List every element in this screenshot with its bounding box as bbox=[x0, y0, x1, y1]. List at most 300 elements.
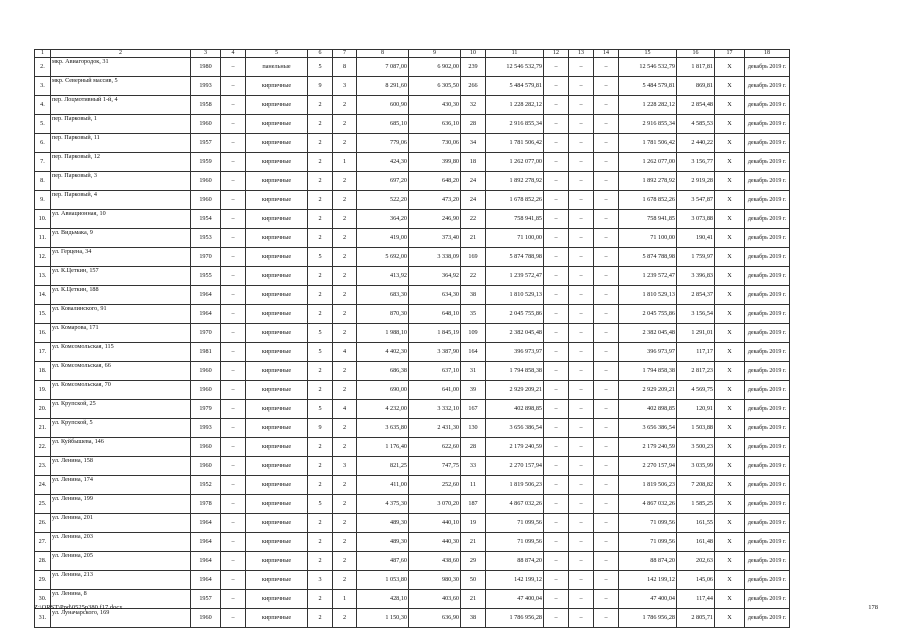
table-cell: 419,00 bbox=[357, 229, 409, 248]
table-cell: – bbox=[221, 533, 246, 552]
table-cell: пер. Парковый, 12 bbox=[51, 153, 191, 172]
table-cell: 47 400,04 bbox=[486, 590, 544, 609]
table-cell: 636,10 bbox=[409, 115, 461, 134]
table-row bbox=[35, 400, 790, 419]
table-cell: 4 402,30 bbox=[357, 343, 409, 362]
table-cell: – bbox=[569, 552, 594, 571]
table-row bbox=[35, 305, 790, 324]
table-cell: 641,00 bbox=[409, 381, 461, 400]
table-cell: 373,40 bbox=[409, 229, 461, 248]
table-cell: 683,30 bbox=[357, 286, 409, 305]
table-cell: 758 941,85 bbox=[486, 210, 544, 229]
table-cell: 980,30 bbox=[409, 571, 461, 590]
table-cell: 2 bbox=[333, 191, 357, 210]
table-cell: 34 bbox=[461, 134, 486, 153]
table-cell: Х bbox=[715, 438, 745, 457]
table-cell: – bbox=[221, 400, 246, 419]
table-cell: 3 bbox=[333, 77, 357, 96]
table-cell: 399,80 bbox=[409, 153, 461, 172]
table-cell: – bbox=[544, 210, 569, 229]
table-cell: 1 845,19 bbox=[409, 324, 461, 343]
table-cell: – bbox=[594, 533, 619, 552]
table-cell: 190,41 bbox=[677, 229, 715, 248]
table-cell: 5 bbox=[308, 495, 333, 514]
table-cell: – bbox=[569, 286, 594, 305]
table-cell: 5 874 788,98 bbox=[486, 248, 544, 267]
table-cell: 2 431,30 bbox=[409, 419, 461, 438]
table-cell: – bbox=[544, 609, 569, 628]
table-cell: – bbox=[594, 552, 619, 571]
table-cell: – bbox=[221, 58, 246, 77]
table-row bbox=[35, 191, 790, 210]
table-cell: 21 bbox=[461, 590, 486, 609]
table-cell: 1 bbox=[333, 153, 357, 172]
table-cell: 2 bbox=[333, 267, 357, 286]
table-cell: 3 635,80 bbox=[357, 419, 409, 438]
table-cell: 1970 bbox=[191, 248, 221, 267]
table-cell: 821,25 bbox=[357, 457, 409, 476]
table-row bbox=[35, 229, 790, 248]
table-cell: 1 786 956,28 bbox=[486, 609, 544, 628]
table-cell: 5 692,00 bbox=[357, 248, 409, 267]
table-cell: – bbox=[221, 571, 246, 590]
table-cell: 364,92 bbox=[409, 267, 461, 286]
table-cell: 2 bbox=[333, 248, 357, 267]
table-cell: кирпичные bbox=[246, 609, 308, 628]
table-cell: 142 199,12 bbox=[486, 571, 544, 590]
table-cell: – bbox=[569, 381, 594, 400]
table-cell: декабрь 2019 г. bbox=[745, 514, 790, 533]
table-cell: 2 382 045,48 bbox=[486, 324, 544, 343]
table-cell: – bbox=[569, 267, 594, 286]
column-number-cell: 9 bbox=[409, 50, 461, 58]
table-cell: декабрь 2019 г. bbox=[745, 381, 790, 400]
table-cell: – bbox=[221, 172, 246, 191]
table-cell: 20. bbox=[35, 400, 51, 419]
table-cell: 3 156,77 bbox=[677, 153, 715, 172]
table-cell: 430,30 bbox=[409, 96, 461, 115]
table-cell: 2 bbox=[308, 438, 333, 457]
table-cell: 71 099,56 bbox=[619, 514, 677, 533]
table-cell: ул. Герцена, 34 bbox=[51, 248, 191, 267]
table-cell: – bbox=[594, 191, 619, 210]
table-cell: – bbox=[544, 134, 569, 153]
table-cell: – bbox=[544, 438, 569, 457]
table-cell: 28 bbox=[461, 115, 486, 134]
table-cell: 1 781 506,42 bbox=[619, 134, 677, 153]
table-cell: 4 569,75 bbox=[677, 381, 715, 400]
table-cell: 3 bbox=[308, 571, 333, 590]
table-cell: 2 805,71 bbox=[677, 609, 715, 628]
table-cell: ул. К.Цеткин, 188 bbox=[51, 286, 191, 305]
table-cell: декабрь 2019 г. bbox=[745, 457, 790, 476]
table-cell: 1960 bbox=[191, 438, 221, 457]
table-cell: ул. Комарова, 171 bbox=[51, 324, 191, 343]
table-cell: – bbox=[221, 476, 246, 495]
table-cell: Х bbox=[715, 267, 745, 286]
table-cell: кирпичные bbox=[246, 305, 308, 324]
table-cell: декабрь 2019 г. bbox=[745, 552, 790, 571]
table-cell: кирпичные bbox=[246, 324, 308, 343]
table-cell: 30. bbox=[35, 590, 51, 609]
table-cell: 2 bbox=[333, 134, 357, 153]
table-cell: 1953 bbox=[191, 229, 221, 248]
table-cell: 1960 bbox=[191, 381, 221, 400]
table-cell: 2 bbox=[308, 229, 333, 248]
table-cell: кирпичные bbox=[246, 210, 308, 229]
table-cell: декабрь 2019 г. bbox=[745, 191, 790, 210]
table-cell: 2 bbox=[333, 305, 357, 324]
table-cell: 3 156,54 bbox=[677, 305, 715, 324]
table-row bbox=[35, 552, 790, 571]
table-cell: кирпичные bbox=[246, 533, 308, 552]
table-cell: – bbox=[594, 267, 619, 286]
table-cell: – bbox=[594, 343, 619, 362]
table-cell: – bbox=[569, 115, 594, 134]
table-cell: 1 150,30 bbox=[357, 609, 409, 628]
table-row bbox=[35, 533, 790, 552]
table-cell: 413,92 bbox=[357, 267, 409, 286]
table-cell: 2 bbox=[308, 476, 333, 495]
table-cell: 2 817,23 bbox=[677, 362, 715, 381]
table-cell: декабрь 2019 г. bbox=[745, 419, 790, 438]
table-cell: декабрь 2019 г. bbox=[745, 248, 790, 267]
table-cell: 1 262 077,00 bbox=[486, 153, 544, 172]
table-cell: 7 087,00 bbox=[357, 58, 409, 77]
table-cell: 24 bbox=[461, 172, 486, 191]
table-cell: – bbox=[569, 457, 594, 476]
table-cell: ул. Крупской, 5 bbox=[51, 419, 191, 438]
table-cell: – bbox=[544, 400, 569, 419]
table-cell: 12 546 532,79 bbox=[486, 58, 544, 77]
table-cell: 5 bbox=[308, 58, 333, 77]
table-cell: – bbox=[594, 210, 619, 229]
table-cell: кирпичные bbox=[246, 267, 308, 286]
table-cell: декабрь 2019 г. bbox=[745, 305, 790, 324]
table-cell: 730,06 bbox=[409, 134, 461, 153]
table-cell: 1 228 282,12 bbox=[486, 96, 544, 115]
table-cell: 1979 bbox=[191, 400, 221, 419]
table-cell: Х bbox=[715, 590, 745, 609]
table-cell: 2 045 755,86 bbox=[486, 305, 544, 324]
table-cell: Х bbox=[715, 248, 745, 267]
table-cell: – bbox=[544, 495, 569, 514]
table-cell: декабрь 2019 г. bbox=[745, 229, 790, 248]
column-number-cell: 5 bbox=[246, 50, 308, 58]
table-cell: 2 bbox=[333, 362, 357, 381]
table-cell: 15. bbox=[35, 305, 51, 324]
table-cell: 130 bbox=[461, 419, 486, 438]
table-cell: 1 892 278,92 bbox=[486, 172, 544, 191]
table-cell: 1964 bbox=[191, 286, 221, 305]
table-cell: кирпичные bbox=[246, 552, 308, 571]
table-cell: – bbox=[569, 400, 594, 419]
table-cell: 2 bbox=[308, 514, 333, 533]
table-cell: 2 bbox=[308, 172, 333, 191]
table-cell: 1958 bbox=[191, 96, 221, 115]
table-cell: – bbox=[594, 438, 619, 457]
table-cell: 2 bbox=[333, 514, 357, 533]
table-cell: – bbox=[594, 96, 619, 115]
column-number-cell: 6 bbox=[308, 50, 333, 58]
table-cell: 489,30 bbox=[357, 533, 409, 552]
table-cell: 4. bbox=[35, 96, 51, 115]
table-cell: 1 786 956,28 bbox=[619, 609, 677, 628]
table-cell: – bbox=[221, 590, 246, 609]
table-cell: Х bbox=[715, 96, 745, 115]
table-cell: 5 484 579,81 bbox=[486, 77, 544, 96]
table-cell: 686,38 bbox=[357, 362, 409, 381]
table-cell: 648,10 bbox=[409, 305, 461, 324]
table-cell: кирпичные bbox=[246, 514, 308, 533]
table-cell: 2 bbox=[308, 286, 333, 305]
table-cell: 31. bbox=[35, 609, 51, 628]
table-row bbox=[35, 476, 790, 495]
table-cell: 4 bbox=[333, 400, 357, 419]
table-cell: 5 874 788,98 bbox=[619, 248, 677, 267]
table-cell: – bbox=[569, 229, 594, 248]
table-cell: 50 bbox=[461, 571, 486, 590]
table-cell: 21 bbox=[461, 229, 486, 248]
table-cell: 2 854,37 bbox=[677, 286, 715, 305]
table-cell: – bbox=[569, 324, 594, 343]
table-cell: ул. Луначарского, 169 bbox=[51, 609, 191, 628]
table-cell: 2 bbox=[308, 552, 333, 571]
table-cell: кирпичные bbox=[246, 115, 308, 134]
table-cell: 1960 bbox=[191, 115, 221, 134]
table-cell: 9 bbox=[308, 419, 333, 438]
table-cell: – bbox=[594, 609, 619, 628]
table-cell: 5 bbox=[308, 343, 333, 362]
table-cell: 2 929 209,21 bbox=[619, 381, 677, 400]
table-cell: 3 656 386,54 bbox=[619, 419, 677, 438]
table-cell: 12. bbox=[35, 248, 51, 267]
table-cell: 1993 bbox=[191, 419, 221, 438]
table-cell: Х bbox=[715, 533, 745, 552]
table-cell: 364,20 bbox=[357, 210, 409, 229]
table-cell: кирпичные bbox=[246, 438, 308, 457]
table-cell: Х bbox=[715, 191, 745, 210]
table-cell: 39 bbox=[461, 381, 486, 400]
table-cell: 8 291,60 bbox=[357, 77, 409, 96]
table-cell: 1 291,01 bbox=[677, 324, 715, 343]
table-cell: 402 898,85 bbox=[619, 400, 677, 419]
table-cell: 2 916 855,34 bbox=[619, 115, 677, 134]
table-cell: 2 bbox=[333, 419, 357, 438]
table-cell: 5 bbox=[308, 324, 333, 343]
table-cell: 2 bbox=[333, 438, 357, 457]
table-cell: 1960 bbox=[191, 191, 221, 210]
table-cell: 71 099,56 bbox=[486, 533, 544, 552]
table-cell: кирпичные bbox=[246, 400, 308, 419]
table-cell: 10. bbox=[35, 210, 51, 229]
table-cell: 396 973,97 bbox=[619, 343, 677, 362]
table-cell: декабрь 2019 г. bbox=[745, 77, 790, 96]
table-cell: 202,63 bbox=[677, 552, 715, 571]
table-cell: 32 bbox=[461, 96, 486, 115]
table-cell: 29. bbox=[35, 571, 51, 590]
table-cell: 31 bbox=[461, 362, 486, 381]
table-cell: 3 332,10 bbox=[409, 400, 461, 419]
table-cell: – bbox=[544, 172, 569, 191]
table-cell: ул. Видьмака, 9 bbox=[51, 229, 191, 248]
table-cell: Х bbox=[715, 495, 745, 514]
table-cell: 1 781 506,42 bbox=[486, 134, 544, 153]
table-cell: 2 bbox=[333, 210, 357, 229]
table-cell: 5. bbox=[35, 115, 51, 134]
table-row bbox=[35, 343, 790, 362]
table-cell: ул. Ленина, 213 bbox=[51, 571, 191, 590]
table-cell: – bbox=[221, 134, 246, 153]
table-cell: 6 902,00 bbox=[409, 58, 461, 77]
table-cell: кирпичные bbox=[246, 476, 308, 495]
footer-file-path: Z:\ORST\Ppd\0525p380.f17.docx bbox=[34, 604, 123, 611]
table-cell: 2 854,48 bbox=[677, 96, 715, 115]
table-cell: ул. Комсомольская, 70 bbox=[51, 381, 191, 400]
table-cell: 71 099,56 bbox=[486, 514, 544, 533]
table-cell: – bbox=[221, 248, 246, 267]
table-cell: Х bbox=[715, 571, 745, 590]
table-row bbox=[35, 115, 790, 134]
table-cell: 648,20 bbox=[409, 172, 461, 191]
table-cell: ул. Ленина, 174 bbox=[51, 476, 191, 495]
table-cell: 142 199,12 bbox=[619, 571, 677, 590]
table-cell: декабрь 2019 г. bbox=[745, 533, 790, 552]
table-cell: 18 bbox=[461, 153, 486, 172]
table-cell: декабрь 2019 г. bbox=[745, 590, 790, 609]
table-cell: 7. bbox=[35, 153, 51, 172]
table-cell: декабрь 2019 г. bbox=[745, 96, 790, 115]
table-cell: – bbox=[569, 571, 594, 590]
housing-register-table bbox=[34, 49, 790, 628]
table-cell: 1 053,80 bbox=[357, 571, 409, 590]
table-cell: 252,60 bbox=[409, 476, 461, 495]
table-cell: 117,44 bbox=[677, 590, 715, 609]
table-cell: – bbox=[544, 514, 569, 533]
table-cell: – bbox=[221, 495, 246, 514]
table-cell: 1960 bbox=[191, 457, 221, 476]
table-cell: 22. bbox=[35, 438, 51, 457]
column-number-cell: 18 bbox=[745, 50, 790, 58]
table-cell: – bbox=[221, 362, 246, 381]
table-cell: 35 bbox=[461, 305, 486, 324]
table-cell: 2 bbox=[333, 286, 357, 305]
table-cell: 1 585,25 bbox=[677, 495, 715, 514]
column-number-cell: 13 bbox=[569, 50, 594, 58]
table-cell: – bbox=[221, 457, 246, 476]
table-cell: Х bbox=[715, 343, 745, 362]
column-number-cell: 11 bbox=[486, 50, 544, 58]
table-cell: 187 bbox=[461, 495, 486, 514]
table-cell: 2 bbox=[333, 381, 357, 400]
table-cell: 117,17 bbox=[677, 343, 715, 362]
table-cell: ул. К.Цеткин, 157 bbox=[51, 267, 191, 286]
table-cell: 2 440,22 bbox=[677, 134, 715, 153]
table-cell: 487,60 bbox=[357, 552, 409, 571]
table-cell: – bbox=[544, 153, 569, 172]
table-cell: 8. bbox=[35, 172, 51, 191]
table-cell: 3 396,83 bbox=[677, 267, 715, 286]
table-cell: мкр. Авиагородок, 31 bbox=[51, 58, 191, 77]
table-row bbox=[35, 96, 790, 115]
table-cell: – bbox=[221, 229, 246, 248]
table-cell: – bbox=[569, 495, 594, 514]
table-cell: кирпичные bbox=[246, 362, 308, 381]
table-cell: 6 305,50 bbox=[409, 77, 461, 96]
table-cell: – bbox=[569, 419, 594, 438]
table-cell: Х bbox=[715, 305, 745, 324]
table-cell: – bbox=[594, 381, 619, 400]
table-cell: 5 484 579,81 bbox=[619, 77, 677, 96]
table-cell: 489,30 bbox=[357, 514, 409, 533]
table-cell: 71 100,00 bbox=[619, 229, 677, 248]
table-cell: 11. bbox=[35, 229, 51, 248]
table-cell: 2 bbox=[333, 229, 357, 248]
table-cell: 4 bbox=[333, 343, 357, 362]
table-cell: 88 874,20 bbox=[486, 552, 544, 571]
table-cell: – bbox=[569, 77, 594, 96]
table-cell: – bbox=[569, 191, 594, 210]
table-cell: 16. bbox=[35, 324, 51, 343]
table-cell: 1 817,81 bbox=[677, 58, 715, 77]
table-cell: декабрь 2019 г. bbox=[745, 495, 790, 514]
column-number-row bbox=[35, 50, 790, 58]
table-cell: 1 810 529,13 bbox=[619, 286, 677, 305]
table-cell: 2 bbox=[333, 533, 357, 552]
table-cell: – bbox=[569, 305, 594, 324]
table-cell: – bbox=[594, 153, 619, 172]
table-cell: 1960 bbox=[191, 609, 221, 628]
table-cell: – bbox=[569, 343, 594, 362]
table-cell: 1959 bbox=[191, 153, 221, 172]
table-cell: 24. bbox=[35, 476, 51, 495]
table-cell: кирпичные bbox=[246, 286, 308, 305]
table-cell: декабрь 2019 г. bbox=[745, 115, 790, 134]
table-cell: пер. Парковый, 1 bbox=[51, 115, 191, 134]
table-cell: 402 898,85 bbox=[486, 400, 544, 419]
table-cell: 239 bbox=[461, 58, 486, 77]
table-cell: Х bbox=[715, 229, 745, 248]
table-cell: 522,20 bbox=[357, 191, 409, 210]
table-cell: 2 bbox=[333, 552, 357, 571]
table-row bbox=[35, 457, 790, 476]
table-cell: – bbox=[569, 134, 594, 153]
table-cell: – bbox=[594, 115, 619, 134]
table-cell: кирпичные bbox=[246, 77, 308, 96]
table-cell: 2 bbox=[333, 476, 357, 495]
table-cell: декабрь 2019 г. bbox=[745, 267, 790, 286]
table-cell: – bbox=[544, 381, 569, 400]
table-cell: 3. bbox=[35, 77, 51, 96]
table-cell: пер. Лоцмотивный 1-й, 4 bbox=[51, 96, 191, 115]
table-cell: 2 bbox=[308, 590, 333, 609]
table-cell: Х bbox=[715, 362, 745, 381]
table-cell: 1 819 506,23 bbox=[619, 476, 677, 495]
table-body bbox=[35, 50, 790, 628]
table-cell: пер. Парковый, 11 bbox=[51, 134, 191, 153]
table-cell: декабрь 2019 г. bbox=[745, 400, 790, 419]
table-cell: – bbox=[594, 571, 619, 590]
table-cell: 161,48 bbox=[677, 533, 715, 552]
table-cell: – bbox=[594, 476, 619, 495]
table-cell: 1960 bbox=[191, 172, 221, 191]
table-cell: 11 bbox=[461, 476, 486, 495]
table-cell: – bbox=[594, 305, 619, 324]
table-cell: 690,00 bbox=[357, 381, 409, 400]
table-row bbox=[35, 267, 790, 286]
table-cell: 7 208,82 bbox=[677, 476, 715, 495]
table-cell: 1964 bbox=[191, 533, 221, 552]
